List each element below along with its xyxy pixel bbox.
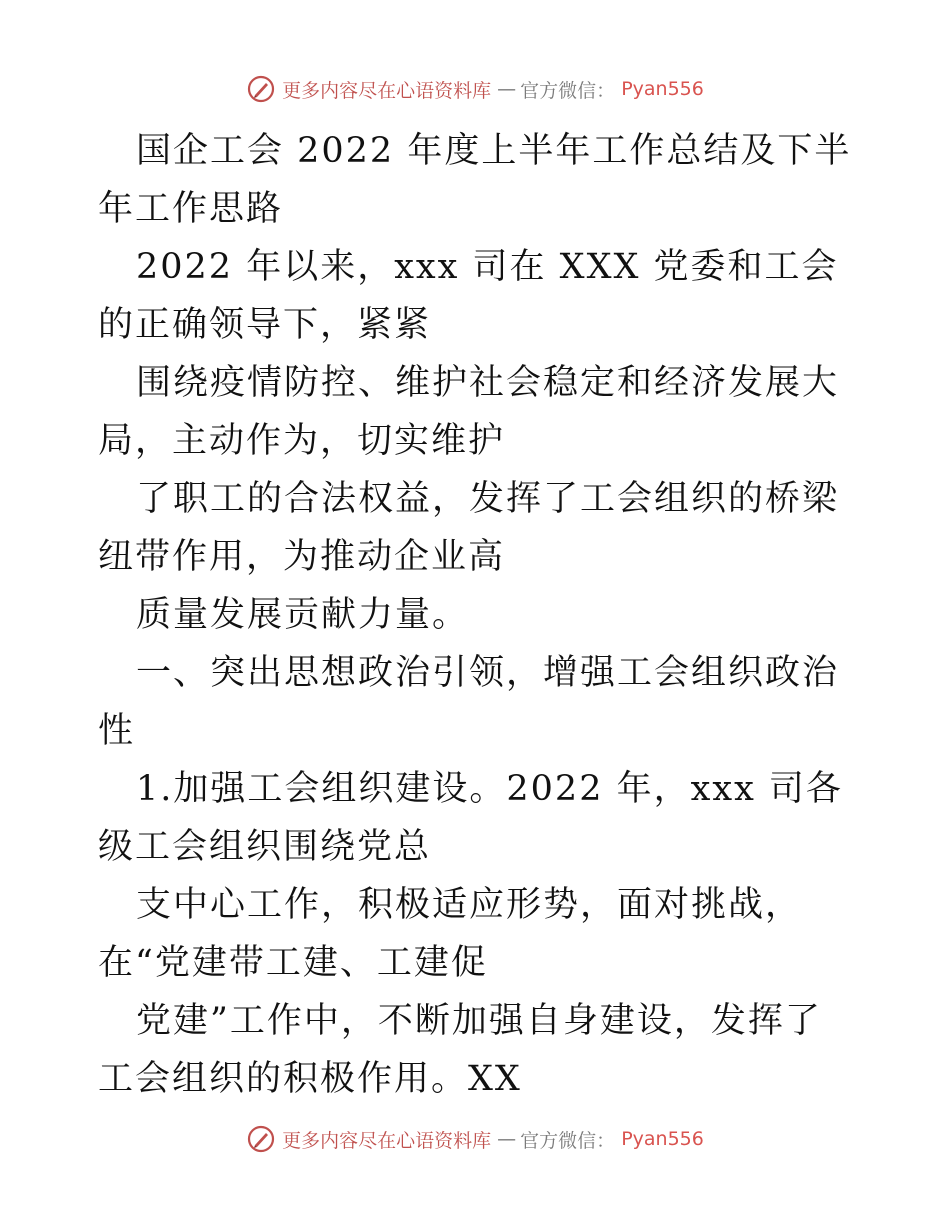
watermark-wechat-id: Pyan556 xyxy=(621,78,704,100)
pen-seal-icon xyxy=(246,1124,276,1154)
paragraph: 质量发展贡献力量。 xyxy=(136,595,470,635)
header-watermark xyxy=(0,74,950,104)
document-body xyxy=(98,122,858,1108)
paragraph: 2022 年以来，xxx 司在 XXX 党委和工会的正确领导下，紧紧 xyxy=(98,247,839,345)
watermark-wechat-id: Pyan556 xyxy=(621,1128,704,1150)
paragraph: 支中心工作，积极适应形势，面对挑战，在“党建带工建、工建促 xyxy=(98,885,803,983)
watermark-brand-text: 更多内容尽在心语资料库 xyxy=(282,1129,492,1152)
watermark-wechat-label: 官方微信： xyxy=(520,79,616,102)
document-title: 国企工会 2022 年度上半年工作总结及下半年工作思路 xyxy=(98,131,852,229)
paragraph: 了职工的合法权益，发挥了工会组织的桥梁纽带作用，为推动企业高 xyxy=(98,479,840,577)
watermark-wechat-label: 官方微信： xyxy=(520,1129,616,1152)
paragraph: 1.加强工会组织建设。2022 年，xxx 司各级工会组织围绕党总 xyxy=(98,769,843,867)
watermark-separator: — xyxy=(497,78,515,100)
pen-seal-icon xyxy=(246,74,276,104)
paragraph: 党建”工作中，不断加强自身建设，发挥了工会组织的积极作用。XX xyxy=(98,1001,822,1099)
watermark-brand-text: 更多内容尽在心语资料库 xyxy=(282,79,492,102)
watermark-separator: — xyxy=(497,1128,515,1150)
footer-watermark xyxy=(0,1124,950,1154)
paragraph: 围绕疫情防控、维护社会稳定和经济发展大局，主动作为，切实维护 xyxy=(98,363,840,461)
section-heading: 一、突出思想政治引领，增强工会组织政治性 xyxy=(98,653,840,751)
